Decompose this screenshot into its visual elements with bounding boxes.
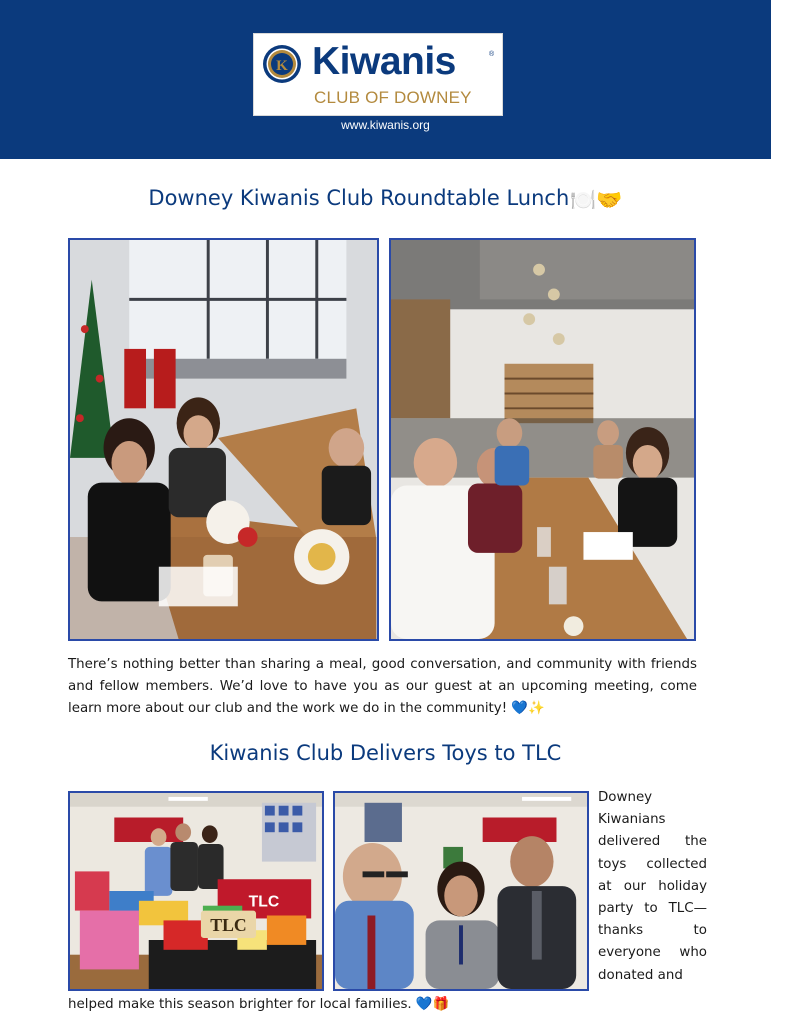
toys-description-side: Downey Kiwanians delivered the toys collected at our holiday party to TLC—thanks to everyone who donated and bbox=[598, 790, 707, 983]
logo-name: Kiwanis bbox=[312, 40, 456, 83]
lunch-photo-left bbox=[68, 238, 379, 641]
tlc-block-text: TLC bbox=[210, 915, 247, 936]
section-title-toys: Kiwanis Club Delivers Toys to TLC bbox=[209, 741, 562, 765]
section-title-lunch bbox=[0, 186, 771, 213]
kiwanis-seal-icon bbox=[262, 44, 302, 84]
tlc-banner-text: TLC bbox=[248, 893, 280, 911]
section-title-lunch-text: Downey Kiwanis Club Roundtable Lunch bbox=[148, 186, 570, 210]
header-banner bbox=[0, 0, 771, 159]
utensils-handshake-icon: 🍽️🤝 bbox=[570, 188, 623, 212]
toys-photo-left bbox=[68, 791, 324, 991]
toys-description-bottom: helped make this season brighter for local families. 💙🎁 bbox=[68, 997, 450, 1012]
logo-registered-mark: ® bbox=[489, 51, 495, 58]
header-url-link[interactable]: www.kiwanis.org bbox=[341, 118, 430, 132]
logo-subtitle: CLUB OF DOWNEY bbox=[314, 88, 472, 107]
toys-photo-right bbox=[333, 791, 589, 991]
kiwanis-logo bbox=[253, 33, 503, 116]
lunch-photo-right bbox=[389, 238, 696, 641]
lunch-description: There’s nothing better than sharing a meal, good conversation, and community with friends and fellow members. We’d love to have you as our guest at an upcoming meeting, come learn more about our club and the work we do in the community! 💙✨ bbox=[68, 657, 697, 716]
svg-text:K: K bbox=[276, 58, 288, 74]
